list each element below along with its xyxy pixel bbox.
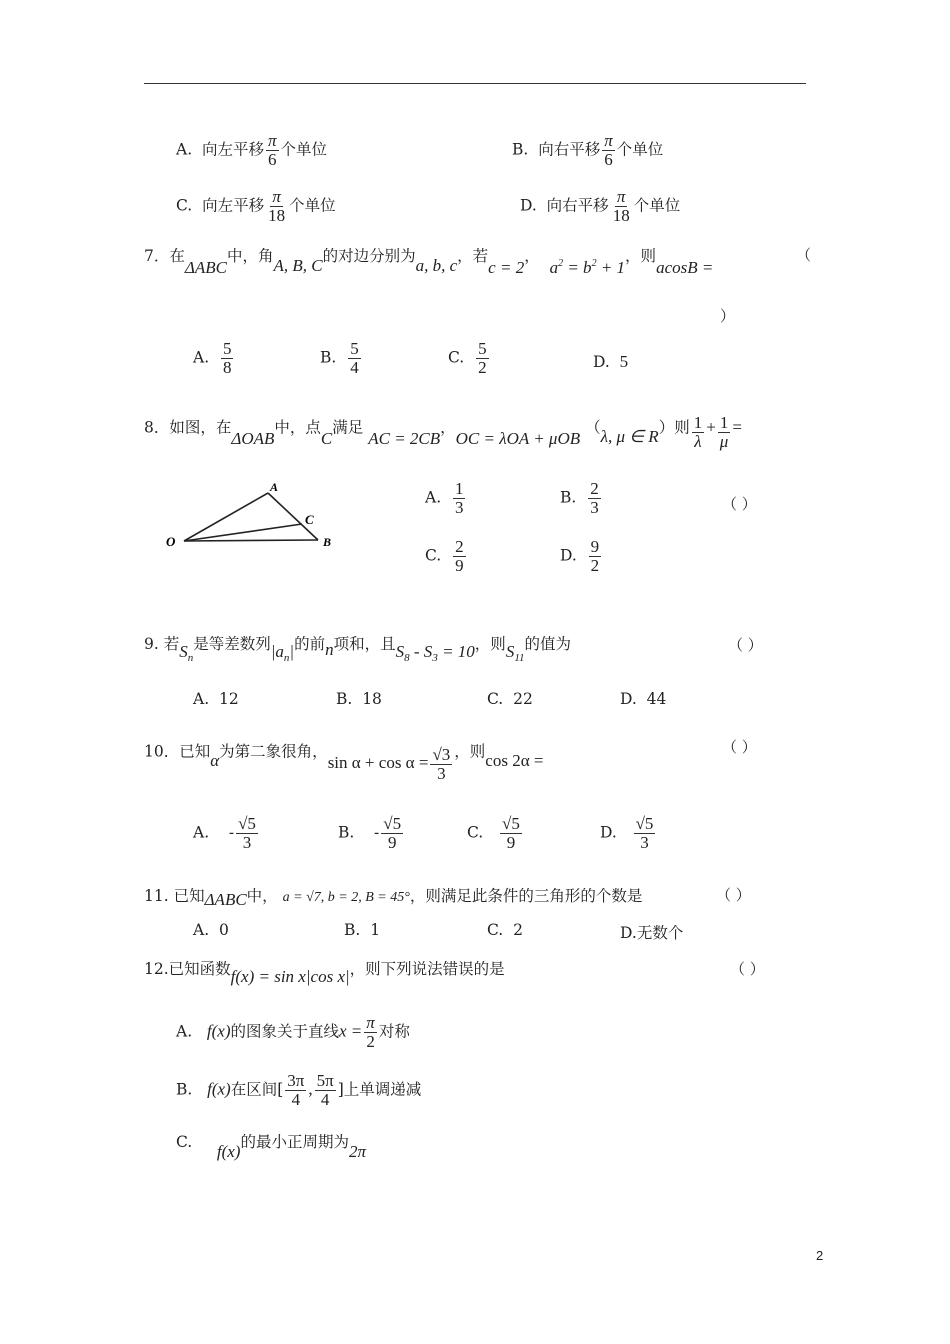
q10-answer-paren: （ ）	[722, 738, 757, 756]
q9-option-c: C. 22	[487, 690, 533, 708]
q8-answer-paren: （ ）	[722, 495, 757, 513]
q10-option-a: A. - $\frac{√5}{3}$	[193, 814, 256, 852]
q7-option-c: C. $\frac{5}{2}$	[448, 339, 487, 377]
q12-answer-paren: （ ）	[730, 960, 765, 978]
q8-option-a: A. $\frac{1}{3}$	[425, 479, 464, 517]
q10-option-b: B. - $\frac{√5}{9}$	[338, 814, 402, 852]
label-c: C	[305, 512, 314, 527]
q7-answer-paren-open: （	[796, 246, 812, 264]
q9-option-b: B. 18	[336, 690, 382, 708]
q6-option-a: A. 向左平移 $\frac{\pi}{6}$ 个单位	[176, 131, 328, 169]
question-11-stem: 11. 已知ΔABC中， a = √7, b = 2, B = 45°，则满足此条件的三角形的个数是	[144, 887, 643, 909]
q12-option-b: B. f(x)在区间[ $\frac{3\pi}{4}$ , $\frac{5\pi}{4}$ ]上单调递减	[176, 1071, 422, 1109]
q10-option-d: D. $\frac{√5}{3}$	[600, 814, 654, 852]
q11-option-c: C. 2	[487, 921, 523, 939]
q12-option-a: A. f(x)的图象关于直线x = $\frac{\pi}{2}$ 对称	[176, 1013, 410, 1051]
q8-option-c: C. $\frac{2}{9}$	[425, 537, 464, 575]
q11-answer-paren: （ ）	[716, 886, 751, 904]
question-9-stem: 9. 若$S_n$是等差数列$|a_n|$的前n项和，且$S_8 - S_3 = 10$，则$S_{11}$的值为	[144, 635, 572, 664]
q6-option-c: C. 向左平移 $\frac{\pi}{18}$ 个单位	[176, 187, 336, 225]
label-b: B	[323, 535, 332, 549]
q9-option-a: A. 12	[193, 690, 239, 708]
q8-option-b: B. $\frac{2}{3}$	[560, 479, 599, 517]
question-8-stem: 8．如图，在ΔOAB中，点C满足 AC = 2CB，OC = λOA + μOB （λ, μ ∈ R）则 $\frac{1}{\lambda}$ + $\frac{1}{\mu}$ =	[144, 413, 742, 451]
q12-option-c: C. f(x)的最小正周期为2π	[176, 1133, 367, 1161]
q10-option-c: C. $\frac{√5}{9}$	[467, 814, 520, 852]
question-12-stem: 12.已知函数f(x) = sin x|cos x|，则下列说法错误的是	[144, 960, 505, 986]
q8-option-d: D. $\frac{9}{2}$	[560, 537, 600, 575]
q11-option-d: D.无数个	[620, 924, 684, 942]
label-o: O	[166, 534, 176, 549]
q9-answer-paren: （ ）	[728, 636, 763, 654]
segment-oc	[184, 524, 302, 541]
q7-option-a: A. $\frac{5}{8}$	[193, 339, 232, 377]
question-7-stem: 7．在ΔABC中，角A, B, C的对边分别为a, b, c，若c = 2， $a^2 = b^2 + 1$，则acosB =	[144, 247, 714, 277]
triangle-oab-figure	[160, 478, 360, 568]
label-a: A	[270, 480, 279, 494]
segment-ob	[184, 540, 318, 541]
q6-option-d: D. 向右平移 $\frac{\pi}{18}$ 个单位	[520, 187, 681, 225]
page-number: 2	[816, 1248, 824, 1263]
segment-oa	[184, 493, 268, 541]
q11-option-b: B. 1	[344, 921, 381, 939]
q7-answer-paren-close: ）	[720, 307, 736, 325]
question-10-stem: 10．已知α为第二象很角，sin α + cos α = $\frac{√3}{3}$ ，则cos 2α =	[144, 742, 544, 783]
q11-option-a: A. 0	[193, 921, 229, 939]
q9-option-d: D. 44	[620, 690, 667, 708]
q7-option-b: B. $\frac{5}{4}$	[320, 339, 359, 377]
header-rule	[144, 83, 806, 84]
q6-option-b: B. 向右平移 $\frac{\pi}{6}$ 个单位	[512, 131, 664, 169]
q7-option-d: D. 5	[593, 352, 629, 371]
